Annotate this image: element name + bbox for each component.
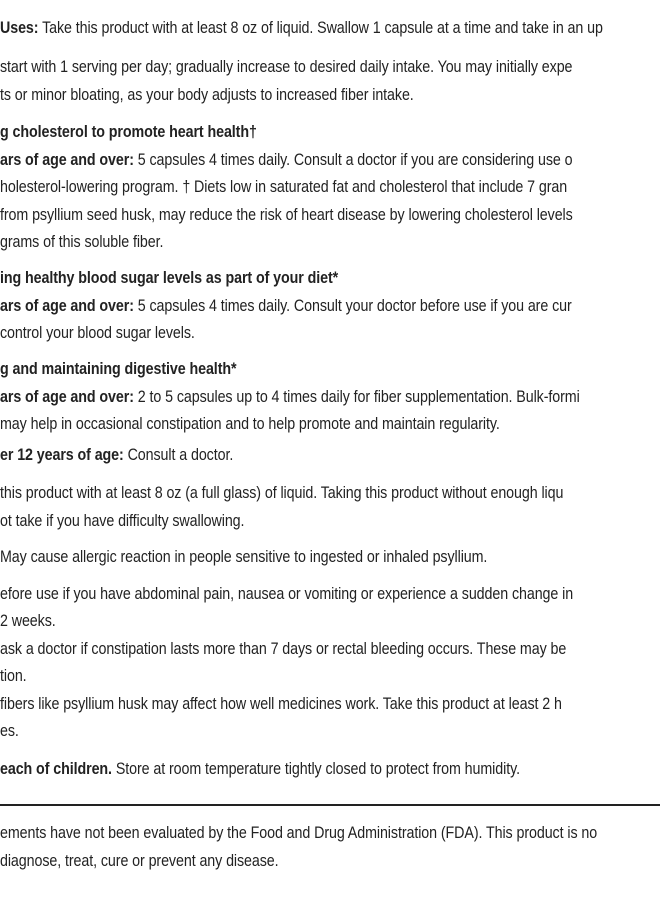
warning-line: efore use if you have abdominal pain, nausea or vomiting or experience a sudden change in — [0, 584, 574, 603]
text-line: start with 1 serving per day; gradually increase to desired daily intake. You may initially expe — [0, 57, 573, 76]
allergy-warning-line: May cause allergic reaction in people sensitive to ingested or inhaled psyllium. — [0, 547, 488, 566]
warning-line: tion. — [0, 666, 27, 685]
dosage-line: er 12 years of age: Consult a doctor. — [0, 445, 234, 464]
dosage-line: ars of age and over: 5 capsules 4 times daily. Consult your doctor before use if you are cur — [0, 296, 572, 315]
warning-line: fibers like psyllium husk may affect how well medicines work. Take this product at least 2 h — [0, 694, 562, 713]
divider-line — [0, 804, 660, 806]
dosage-line: ars of age and over: 2 to 5 capsules up to 4 times daily for fiber supplementation. Bulk-formi — [0, 387, 580, 406]
text-line: from psyllium seed husk, may reduce the risk of heart disease by lowering cholesterol levels — [0, 205, 573, 224]
warning-line: ask a doctor if constipation lasts more than 7 days or rectal bleeding occurs. These may be — [0, 639, 567, 658]
warning-line: es. — [0, 721, 19, 740]
dosage-line: ars of age and over: 5 capsules 4 times daily. Consult a doctor if you are considering use o — [0, 150, 573, 169]
text-line: control your blood sugar levels. — [0, 323, 195, 342]
uses-line: Uses: Take this product with at least 8 oz of liquid. Swallow 1 capsule at a time and take in an up — [0, 18, 603, 37]
section-heading-blood-sugar: ing healthy blood sugar levels as part of your diet* — [0, 268, 339, 287]
text-line: grams of this soluble fiber. — [0, 232, 164, 251]
fda-disclaimer-line: diagnose, treat, cure or prevent any disease. — [0, 851, 279, 870]
text-line: may help in occasional constipation and to help promote and maintain regularity. — [0, 414, 500, 433]
warning-line: 2 weeks. — [0, 611, 56, 630]
warning-line: this product with at least 8 oz (a full glass) of liquid. Taking this product without enough liqu — [0, 483, 564, 502]
section-heading-heart-health: g cholesterol to promote heart health† — [0, 122, 257, 141]
fda-disclaimer-line: ements have not been evaluated by the Food and Drug Administration (FDA). This product is no — [0, 823, 598, 842]
section-heading-digestive-health: g and maintaining digestive health* — [0, 359, 237, 378]
text-line: holesterol-lowering program. † Diets low in saturated fat and cholesterol that include 7 gran — [0, 177, 568, 196]
warning-line: ot take if you have difficulty swallowing. — [0, 511, 245, 530]
storage-line: each of children. Store at room temperature tightly closed to protect from humidity. — [0, 759, 520, 778]
text-line: ts or minor bloating, as your body adjusts to increased fiber intake. — [0, 85, 414, 104]
